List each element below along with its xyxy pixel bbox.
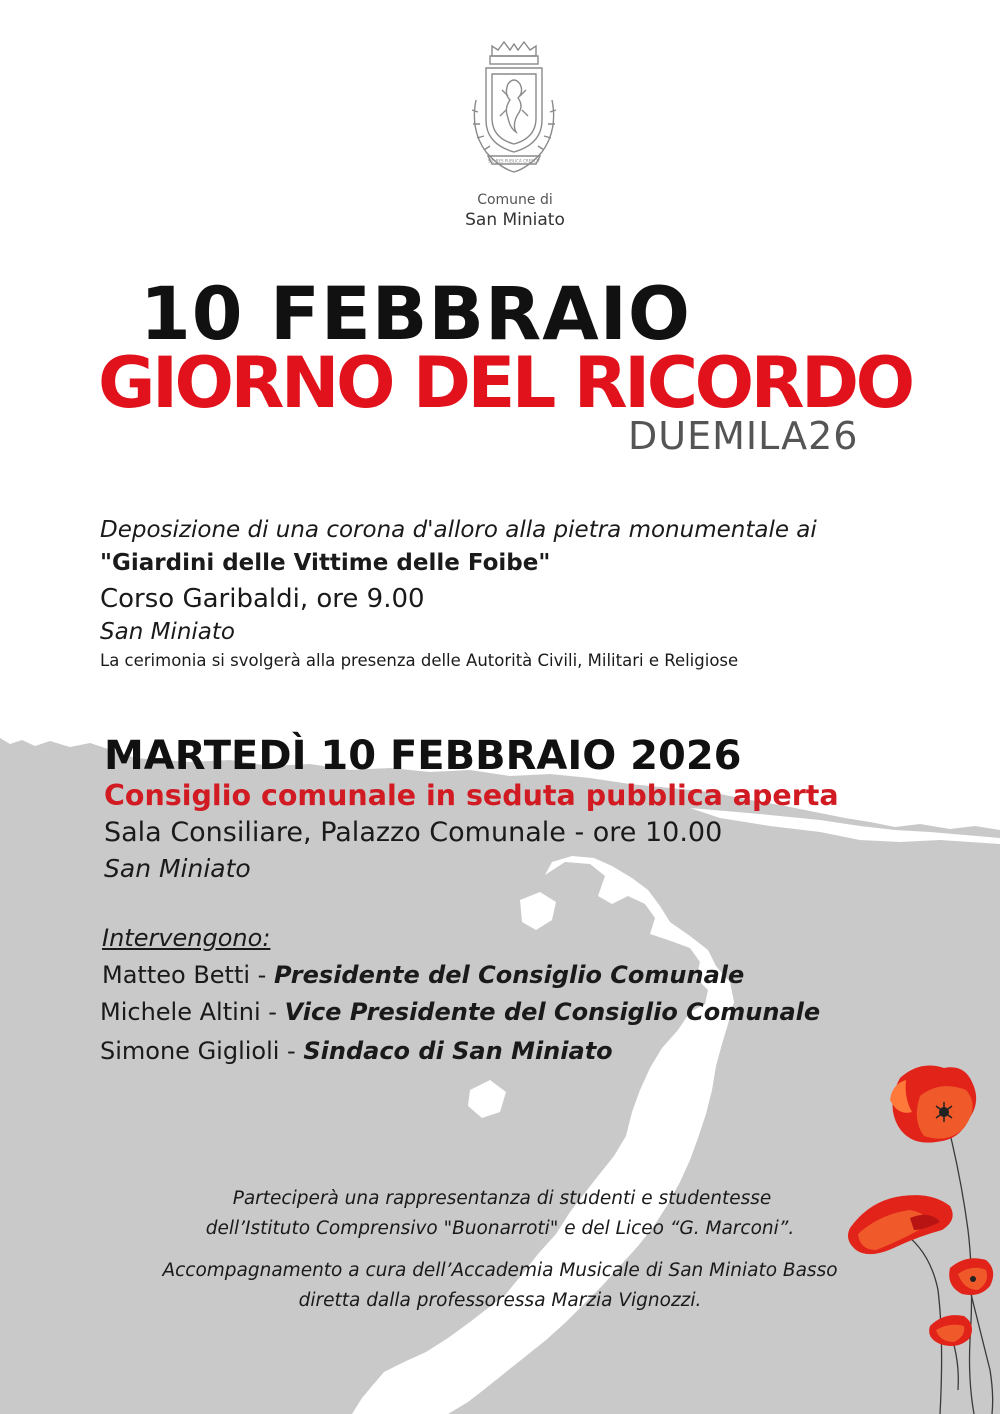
speaker-name: Matteo Betti - <box>102 961 274 989</box>
main-date-heading: 10 FEBBRAIO <box>140 272 691 357</box>
speaker-name: Simone Giglioli - <box>100 1037 304 1065</box>
year-label: DUEMILA26 <box>628 414 859 458</box>
comune-name: San Miniato <box>465 210 565 230</box>
speaker-role: Presidente del Consiglio Comunale <box>273 961 745 989</box>
event2-title: Consiglio comunale in seduta pubblica aperta <box>104 779 839 812</box>
speaker-row <box>100 998 820 1026</box>
event2-address: Sala Consiliare, Palazzo Comunale - ore 10.00 <box>104 817 723 848</box>
event1-address: Corso Garibaldi, ore 9.00 <box>100 584 425 614</box>
footer-line-2: dell’Istituto Comprensivo "Buonarroti" e del Liceo “G. Marconi”. <box>205 1218 795 1239</box>
speaker-row <box>102 961 744 989</box>
crest-motto: SIC RES PUBLICA CRESCIT <box>487 158 541 164</box>
speaker-role: Vice Presidente del Consiglio Comunale <box>284 998 821 1026</box>
event2-town: San Miniato <box>104 854 251 883</box>
main-title: GIORNO DEL RICORDO <box>98 342 912 424</box>
event1-intro: Deposizione di una corona d'alloro alla pietra monumentale ai <box>100 517 817 543</box>
speaker-row <box>100 1037 613 1065</box>
event1-note: La cerimonia si svolgerà alla presenza delle Autorità Civili, Militari e Religiose <box>100 651 739 670</box>
footer-line-4: diretta dalla professoressa Marzia Vignozzi. <box>298 1290 702 1311</box>
comune-di-label: Comune di <box>477 192 553 208</box>
speaker-role: Sindaco di San Miniato <box>303 1037 613 1065</box>
footer-line-1: Parteciperà una rappresentanza di studenti e studentesse <box>232 1188 772 1209</box>
event1-town: San Miniato <box>100 619 235 645</box>
footer-line-3: Accompagnamento a cura dell’Accademia Musicale di San Miniato Basso <box>162 1260 838 1281</box>
speaker-name: Michele Altini - <box>100 998 285 1026</box>
event2-date: MARTEDÌ 10 FEBBRAIO 2026 <box>104 733 742 779</box>
event1-place: "Giardini delle Vittime delle Foibe" <box>100 550 551 576</box>
san-miniato-crest-icon <box>462 40 566 190</box>
speakers-label: Intervengono: <box>102 924 271 952</box>
